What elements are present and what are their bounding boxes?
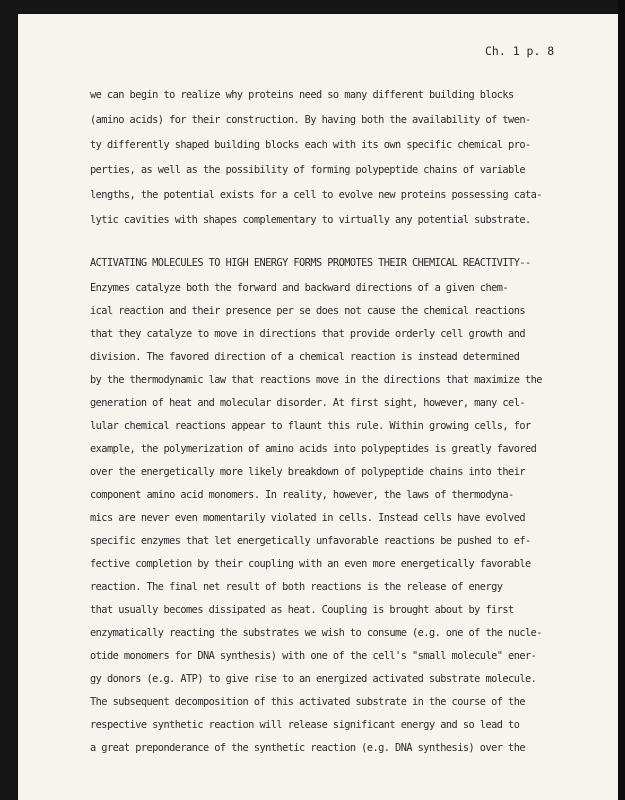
- text-line: a great preponderance of the synthetic reaction (e.g. DNA synthesis) over the: [90, 742, 525, 754]
- text-line: mics are never even momentarily violated in cells. Instead cells have evolved: [90, 512, 525, 524]
- text-line: (amino acids) for their construction. By having both the availability of twen-: [90, 114, 531, 126]
- text-line: lengths, the potential exists for a cell to evolve new proteins possessing cata-: [90, 189, 542, 201]
- page-number: Ch. 1 p. 8: [485, 44, 555, 58]
- text-line: that they catalyze to move in directions that provide orderly cell growth and: [90, 328, 525, 340]
- text-line: enzymatically reacting the substrates we wish to consume (e.g. one of the nucle-: [90, 627, 542, 639]
- text-line: lytic cavities with shapes complementary to virtually any potential substrate.: [90, 214, 531, 226]
- text-line: that usually becomes dissipated as heat. Coupling is brought about by first: [90, 604, 514, 616]
- document-page: [18, 14, 618, 800]
- text-line: reaction. The final net result of both reactions is the release of energy: [90, 581, 503, 593]
- text-line: component amino acid monomers. In reality, however, the laws of thermodyna-: [90, 489, 514, 501]
- text-line: respective synthetic reaction will release significant energy and so lead to: [90, 719, 520, 731]
- text-line: we can begin to realize why proteins need so many different building blocks: [90, 89, 514, 101]
- text-line: Enzymes catalyze both the forward and backward directions of a given chem-: [90, 282, 509, 294]
- text-line: generation of heat and molecular disorder. At first sight, however, many cel-: [90, 397, 525, 409]
- text-line: The subsequent decomposition of this activated substrate in the course of the: [90, 696, 525, 708]
- text-line: ty differently shaped building blocks each with its own specific chemical pro-: [90, 139, 531, 151]
- text-line: example, the polymerization of amino acids into polypeptides is greatly favored: [90, 443, 537, 455]
- text-line: perties, as well as the possibility of forming polypeptide chains of variable: [90, 164, 525, 176]
- text-line: lular chemical reactions appear to flaunt this rule. Within growing cells, for: [90, 420, 531, 432]
- text-line: by the thermodynamic law that reactions move in the directions that maximize the: [90, 374, 542, 386]
- text-line: otide monomers for DNA synthesis) with one of the cell's "small molecule" ener-: [90, 650, 537, 662]
- scan-background-edge: [618, 0, 625, 800]
- text-line: specific enzymes that let energetically unfavorable reactions be pushed to ef-: [90, 535, 531, 547]
- section-heading: ACTIVATING MOLECULES TO HIGH ENERGY FORMS PROMOTES THEIR CHEMICAL REACTIVITY--: [90, 257, 531, 269]
- text-line: gy donors (e.g. ATP) to give rise to an energized activated substrate molecule.: [90, 673, 537, 685]
- text-line: ical reaction and their presence per se does not cause the chemical reactions: [90, 305, 525, 317]
- text-line: fective completion by their coupling with an even more energetically favorable: [90, 558, 531, 570]
- text-line: over the energetically more likely breakdown of polypeptide chains into their: [90, 466, 525, 478]
- text-line: division. The favored direction of a chemical reaction is instead determined: [90, 351, 520, 363]
